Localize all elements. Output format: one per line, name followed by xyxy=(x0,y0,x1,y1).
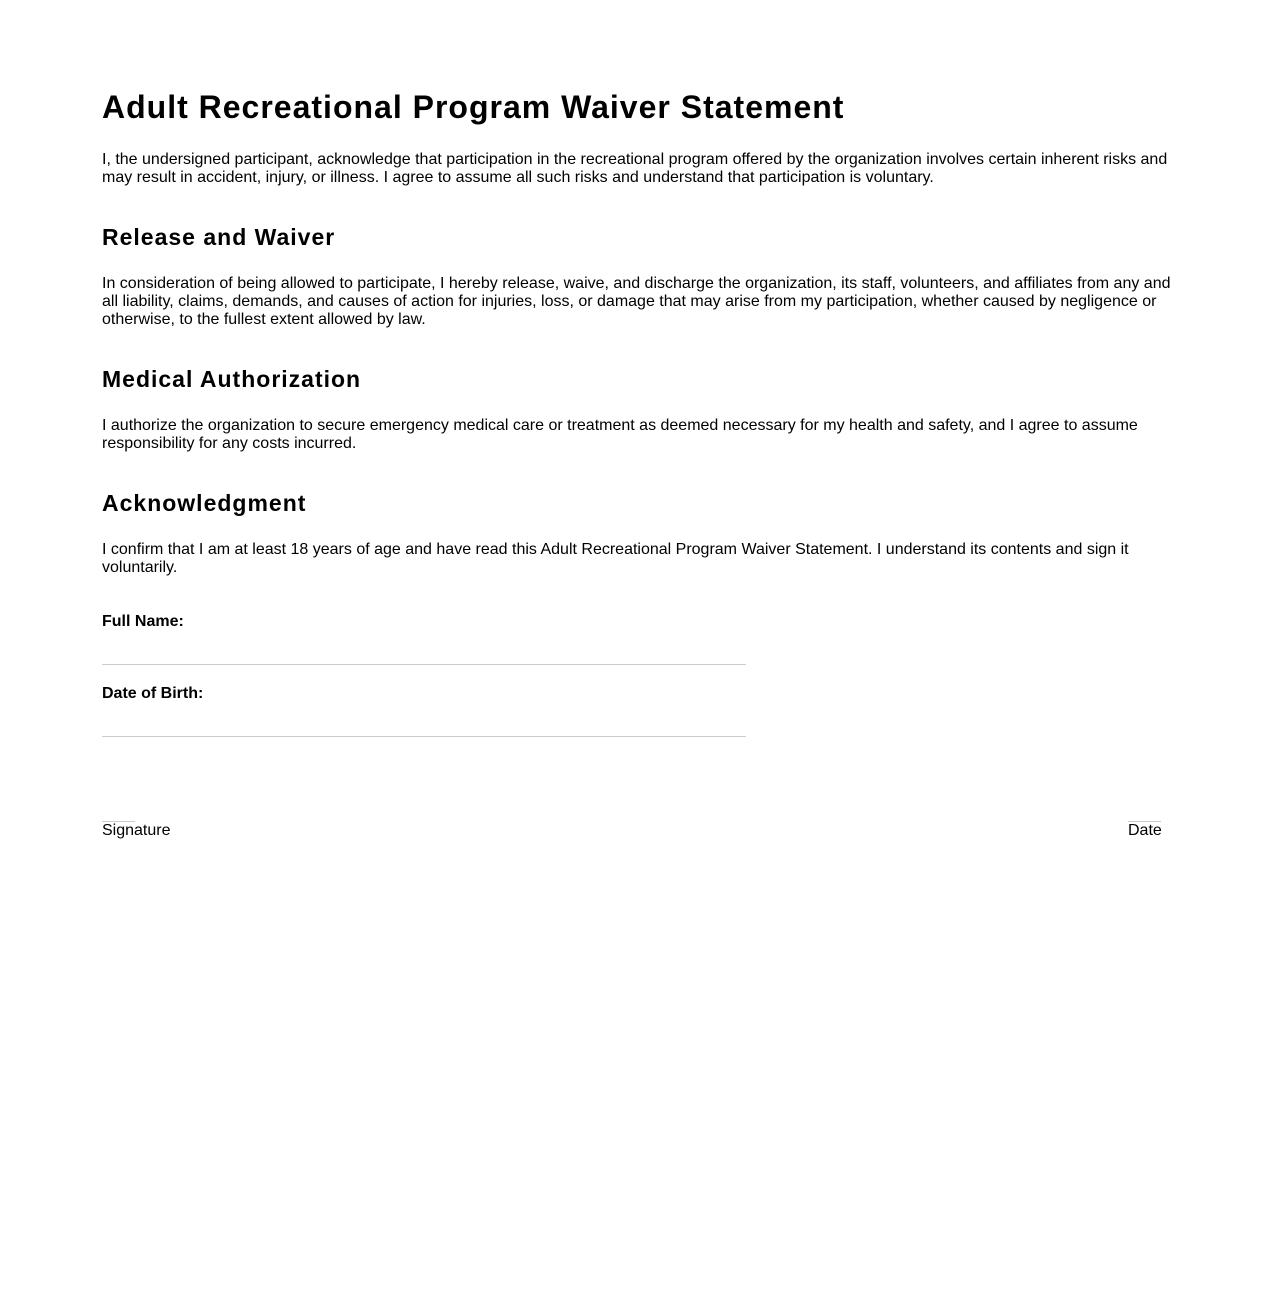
dob-label: Date of Birth: xyxy=(102,685,204,702)
signature-block[interactable] xyxy=(102,821,171,840)
full-name-field[interactable] xyxy=(102,664,746,665)
intro-paragraph: I, the undersigned participant, acknowledge that participation in the recreational program offered by the organization involves certain inherent risks and may result in accident, injury, or illness. I agree to assume all such risks and understand that participation is voluntary. xyxy=(102,151,1168,186)
date-block[interactable] xyxy=(1128,821,1162,840)
section-heading-acknowledgment: Acknowledgment xyxy=(102,490,307,516)
full-name-label: Full Name: xyxy=(102,613,184,630)
section-heading-medical: Medical Authorization xyxy=(102,366,362,392)
dob-field[interactable] xyxy=(102,736,746,737)
section-heading-release: Release and Waiver xyxy=(102,224,336,250)
section-text-release: In consideration of being allowed to participate, I hereby release, waive, and discharge the organization, its staff, volunteers, and affiliates from any and all liability, claims, demands, and causes of action for injuries, loss, or damage that may arise from my participation, whether caused by negligence or otherwise, to the fullest extent allowed by law. xyxy=(102,275,1171,328)
section-text-acknowledgment: I confirm that I am at least 18 years of age and have read this Adult Recreational Program Waiver Statement. I understand its contents and sign it voluntarily. xyxy=(102,541,1129,576)
page-title: Adult Recreational Program Waiver Statement xyxy=(102,89,845,125)
section-text-medical: I authorize the organization to secure emergency medical care or treatment as deemed necessary for my health and safety, and I agree to assume responsibility for any costs incurred. xyxy=(102,417,1138,452)
signature-label: Signature xyxy=(102,822,171,839)
date-label: Date xyxy=(1128,822,1162,839)
